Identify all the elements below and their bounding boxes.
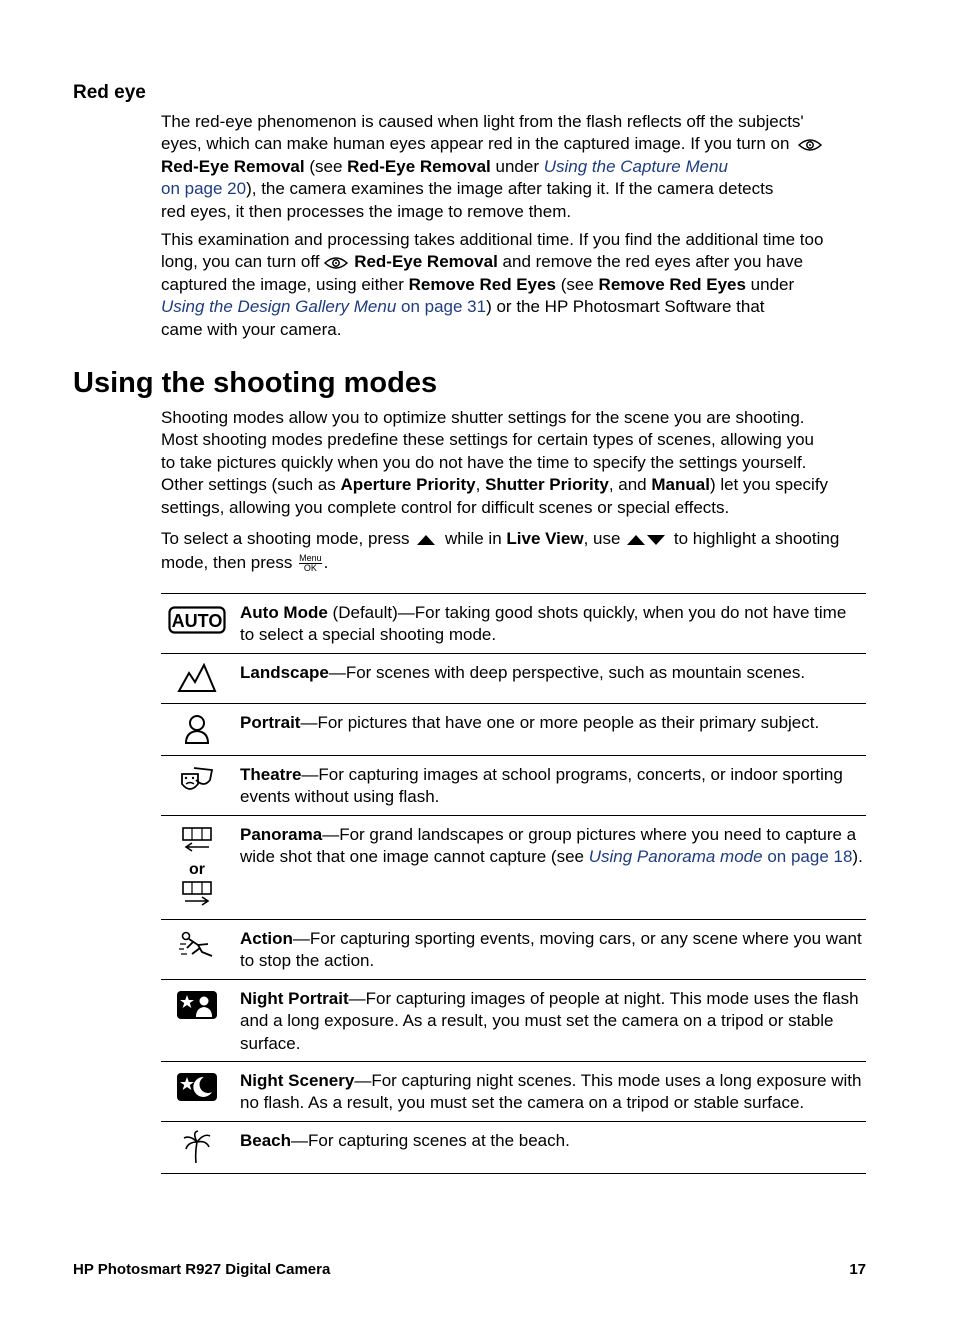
bold-term: Aperture Priority (340, 475, 476, 495)
mode-description: —For capturing sporting events, moving cars, or any scene where you want to stop the action. (240, 929, 862, 971)
night-portrait-icon (176, 990, 218, 1020)
text-line: settings, allowing you complete control for difficult scenes or special effects. (161, 497, 730, 517)
text-run: ), the camera examines the image after taking it. If the camera detects (246, 179, 774, 199)
section-heading-shooting-modes: Using the shooting modes (73, 367, 438, 399)
mode-description: —For scenes with deep perspective, such as mountain scenes. (328, 663, 806, 682)
panorama-mode-link[interactable]: Using Panorama mode on page 18 (588, 847, 853, 867)
bold-term: Red-Eye Removal (161, 156, 305, 176)
table-row (161, 654, 866, 704)
section-heading-red-eye: Red eye (73, 82, 146, 103)
mode-description: —For capturing images of people at night. This mode uses the flash and a long exposure. As a result, you must set the camera on a tripod or stable surface. (240, 989, 859, 1053)
mode-name: Landscape (240, 663, 329, 682)
bold-term: Live View (506, 529, 584, 548)
mode-name: Portrait (240, 713, 301, 732)
bold-term: Shutter Priority (485, 475, 609, 495)
mode-description: —For capturing scenes at the beach. (291, 1131, 570, 1150)
capture-menu-link[interactable]: Using the Capture Menu (543, 156, 728, 176)
red-eye-paragraph-2 (161, 229, 871, 341)
mode-name: Theatre (240, 765, 302, 784)
text-line: This examination and processing takes additional time. If you find the additional time too (161, 230, 824, 249)
shooting-paragraph-1: Shooting modes allow you to optimize shutter settings for the scene you are shooting. Most shooting modes predefine these settings for certain types of scenes, allowing you to take pictures quickly when you do not have the time to specify the settings yourself. Other settings (such as Aperture Priority, Shutter Priority, and Manual) let you specify settings, allowing you complete control for difficult scenes or special effects. (161, 407, 871, 519)
text-run: (see (556, 274, 599, 294)
text-line: Most shooting modes predefine these settings for certain types of scenes, allowing you (161, 430, 814, 450)
mode-description: —For capturing images at school programs, concerts, or indoor sporting events without using flash. (240, 765, 843, 807)
svg-text:AUTO: AUTO (171, 611, 223, 631)
table-row (161, 1122, 866, 1174)
mode-name: Action (240, 929, 293, 948)
text-line: to take pictures quickly when you do not have the time to specify the settings yourself. (161, 452, 807, 472)
text-line: red eyes, it then processes the image to remove them. (161, 201, 572, 221)
mode-name: Night Scenery (240, 1071, 355, 1090)
mode-name: Night Portrait (240, 989, 349, 1008)
portrait-icon (182, 713, 212, 745)
up-down-arrows-icon (627, 534, 665, 546)
text-line: came with your camera. (161, 319, 342, 339)
table-row (161, 704, 866, 756)
text-run: and remove the red eyes after you have (497, 252, 804, 272)
bold-term: Red-Eye Removal (354, 252, 498, 272)
bold-term: Manual (651, 475, 710, 495)
page-number: 17 (849, 1261, 866, 1278)
panorama-right-icon (181, 880, 213, 908)
landscape-icon (177, 663, 217, 693)
shooting-paragraph-2: To select a shooting mode, press while in Live View, use to highlight a shooting mode, then press Menu OK . (161, 529, 840, 574)
text-run: ) or the HP Photosmart Software that (486, 297, 765, 317)
text-line: Shooting modes allow you to optimize shutter settings for the scene you are shooting. (161, 408, 805, 427)
mode-description: (Default)—For taking good shots quickly, when you do not have time to select a special shooting mode. (240, 603, 847, 645)
footer-title: HP Photosmart R927 Digital Camera (73, 1261, 331, 1278)
mode-name: Beach (240, 1131, 292, 1150)
mode-description: —For capturing night scenes. This mode uses a long exposure with no flash. As a result, you must set the camera on a tripod or stable surface. (240, 1071, 862, 1113)
or-label: or (189, 861, 205, 879)
table-row (161, 980, 866, 1062)
table-row (161, 756, 866, 816)
bold-term: Remove Red Eyes (598, 274, 746, 294)
menu-ok-button-icon: Menu OK (299, 553, 322, 574)
table-row: or Panorama—For grand landscapes or group pictures where you need to capture a wide shot that one image cannot capture (see Using Panorama mode on page 18). (161, 816, 866, 920)
table-row (161, 594, 866, 654)
bold-term: Red-Eye Removal (347, 156, 491, 176)
text-run: long, you can turn off (161, 252, 325, 272)
bold-term: Remove Red Eyes (408, 274, 557, 294)
text-run: under (490, 156, 544, 176)
shooting-modes-table (161, 593, 866, 1174)
table-row (161, 920, 866, 980)
table-row (161, 1062, 866, 1122)
mode-name: Panorama (240, 825, 323, 844)
theatre-icon (180, 766, 214, 796)
text-run: under (745, 274, 795, 294)
red-eye-icon (798, 138, 822, 152)
up-arrow-icon (416, 534, 436, 546)
action-icon (178, 930, 216, 960)
text-line: eyes, which can make human eyes appear red in the captured image. If you turn on (161, 134, 790, 154)
mode-description: —For grand landscapes or group pictures where you need to capture a wide shot that one image cannot capture (see (240, 825, 857, 867)
red-eye-paragraph-1 (161, 111, 871, 223)
mode-description: —For pictures that have one or more people as their primary subject. (300, 713, 820, 732)
page-20-link[interactable]: on page 20 (161, 179, 247, 199)
mode-name: Auto Mode (240, 603, 328, 622)
text-line: The red-eye phenomenon is caused when light from the flash reflects off the subjects' (161, 112, 804, 131)
red-eye-icon (324, 256, 348, 270)
panorama-left-icon (181, 826, 213, 854)
auto-icon (168, 606, 226, 634)
text-run: captured the image, using either (161, 274, 409, 294)
text-run: (see (304, 156, 348, 176)
design-gallery-menu-link[interactable]: Using the Design Gallery Menu on page 31 (161, 297, 487, 317)
night-scenery-icon (176, 1072, 218, 1102)
beach-icon (182, 1130, 212, 1164)
